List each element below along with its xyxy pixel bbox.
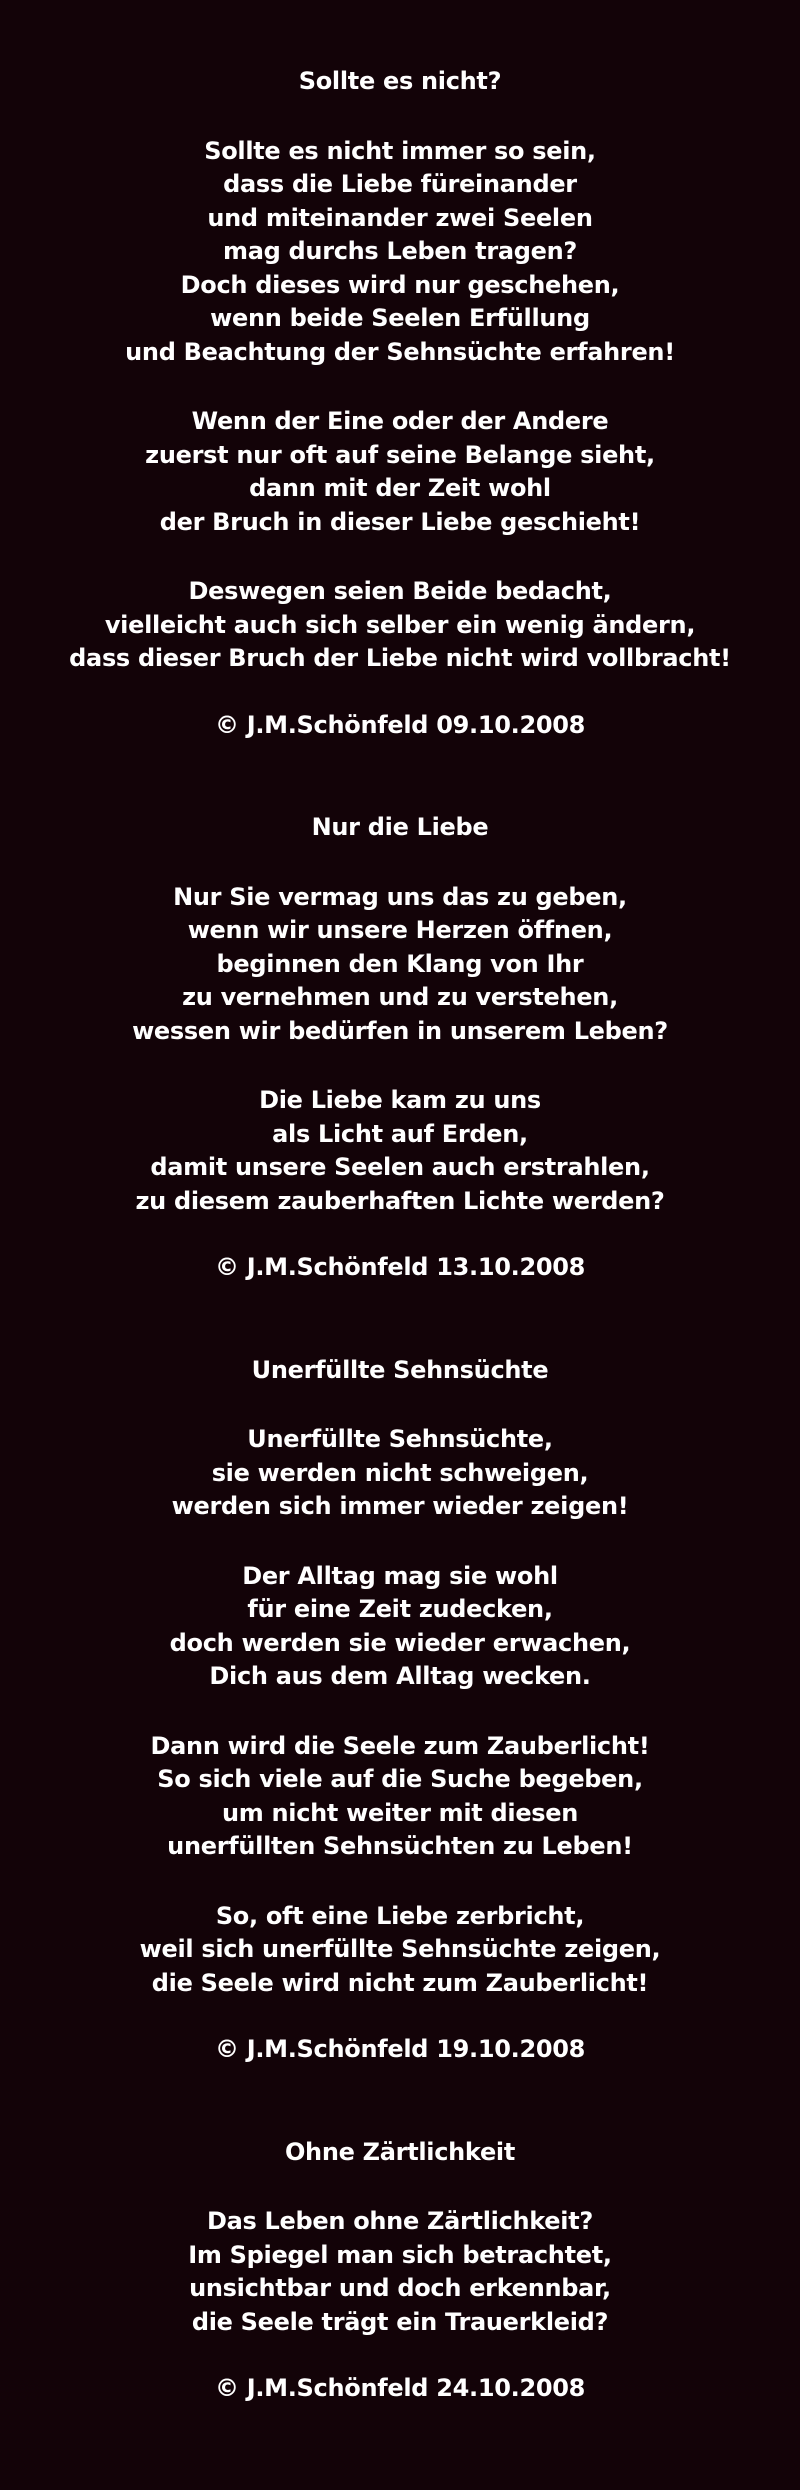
copyright-line: © J.M.Schönfeld 19.10.2008 [214,2035,586,2063]
poem-stanza [0,1560,800,1694]
poem-line: Unerfüllte Sehnsüchte, [247,1425,553,1453]
poem-line: dass dieser Bruch der Liebe nicht wird vollbracht! [69,644,731,672]
poem-line: Der Alltag mag sie wohl [242,1561,558,1590]
poem-line: als Licht auf Erden, [272,1119,528,1148]
poem-line: dann mit der Zeit wohl [249,474,551,502]
copyright-line: © J.M.Schönfeld 24.10.2008 [214,2374,586,2402]
poem-title: Ohne Zärtlichkeit [284,2137,516,2166]
poem-line: und Beachtung der Sehnsüchte erfahren! [125,337,675,366]
poem-line: damit unsere Seelen auch erstrahlen, [150,1153,650,1181]
poem-line: der Bruch in dieser Liebe geschieht! [159,507,641,536]
poem-title: Nur die Liebe [311,813,489,841]
poem-line: die Seele trägt ein Trauerkleid? [191,2307,609,2336]
poem-line: und miteinander zwei Seelen [207,203,593,232]
poem-line: zuerst nur oft auf seine Belange sieht, [145,440,655,469]
poem-line: mag durchs Leben tragen? [222,237,578,265]
poem-line: Im Spiegel man sich betrachtet, [188,2240,612,2269]
poem-title: Sollte es nicht? [298,67,502,95]
poem-section [0,65,800,742]
poem-line: wenn beide Seelen Erfüllung [210,304,590,332]
poem-stanza [0,881,800,1049]
poem-line: weil sich unerfüllte Sehnsüchte zeigen, [139,1935,661,1963]
poem-section [0,1354,800,2067]
poem-stanza [0,1900,800,2001]
copyright-line: © J.M.Schönfeld 13.10.2008 [214,1253,586,1281]
poem-line: beginnen den Klang von Ihr [216,949,584,978]
poem-stanza [0,575,800,676]
poem-line: für eine Zeit zudecken, [247,1595,553,1623]
poem-stanza [0,2205,800,2339]
poem-line: vielleicht auch sich selber ein wenig ändern, [104,610,696,639]
poem-line: Deswegen seien Beide bedacht, [188,577,612,605]
poem-stanza [0,405,800,539]
poem-line: Nur Sie vermag uns das zu geben, [173,882,627,911]
poem-line: dass die Liebe füreinander [223,170,577,198]
poem-line: Sollte es nicht immer so sein, [204,136,596,165]
copyright-line: © J.M.Schönfeld 09.10.2008 [214,710,586,739]
poem-line: Wenn der Eine oder der Andere [191,407,609,435]
poem-line: So, oft eine Liebe zerbricht, [215,1901,585,1930]
poem-line: Doch dieses wird nur geschehen, [180,270,620,299]
poem-stanza [0,135,800,370]
poem-line: doch werden sie wieder erwachen, [169,1628,631,1657]
poem-section [0,811,800,1285]
poem-line: sie werden nicht schweigen, [211,1458,589,1487]
poem-line: unerfüllten Sehnsüchten zu Leben! [167,1832,633,1860]
poem-stanza [0,1084,800,1218]
poem-line: Die Liebe kam zu uns [259,1086,541,1114]
poem-line: Dann wird die Seele zum Zauberlicht! [150,1731,650,1760]
poem-line: wessen wir bedürfen in unserem Leben? [132,1016,668,1045]
poem-line: unsichtbar und doch erkennbar, [189,2274,611,2302]
poem-line: zu vernehmen und zu verstehen, [182,983,618,1011]
poem-section [0,2136,800,2406]
poem-line: wenn wir unsere Herzen öffnen, [187,916,613,944]
poem-title: Unerfüllte Sehnsüchte [251,1355,549,1384]
poem-line: Das Leben ohne Zärtlichkeit? [206,2207,593,2235]
poem-line: So sich viele auf die Suche begeben, [157,1765,643,1793]
poem-line: um nicht weiter mit diesen [221,1798,579,1827]
poem-line: Dich aus dem Alltag wecken. [209,1662,591,1690]
poem-line: werden sich immer wieder zeigen! [171,1492,629,1520]
poem-line: zu diesem zauberhaften Lichte werden? [135,1186,665,1215]
poem-line: die Seele wird nicht zum Zauberlicht! [151,1968,649,1997]
poem-stanza [0,1423,800,1524]
poem-stanza [0,1730,800,1864]
